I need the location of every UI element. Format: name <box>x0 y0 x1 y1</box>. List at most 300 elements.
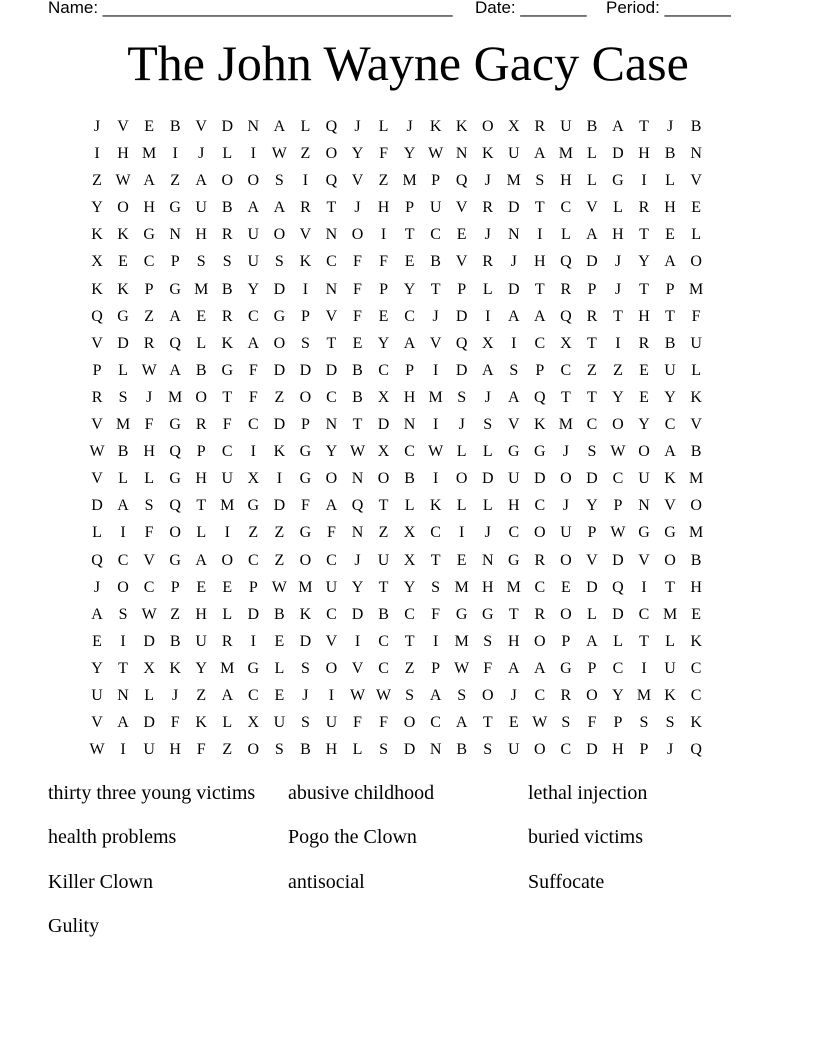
grid-letter: A <box>169 307 181 325</box>
grid-letter: J <box>302 686 309 704</box>
word-list-item: abusive childhood <box>288 782 435 804</box>
grid-letter: C <box>560 361 572 379</box>
grid-letter: B <box>690 118 702 135</box>
grid-letter: O <box>664 551 676 569</box>
grid-letter: C <box>143 578 155 596</box>
grid-letter: O <box>247 741 260 759</box>
grid-letter: F <box>353 307 362 325</box>
grid-letter: M <box>402 172 417 190</box>
grid-letter: C <box>326 388 337 406</box>
grid-letter: D <box>325 361 338 379</box>
grid-letter: P <box>144 280 154 298</box>
grid-letter: X <box>481 334 494 352</box>
grid-letter: G <box>247 497 260 515</box>
grid-letter: Y <box>612 388 624 406</box>
grid-letter: E <box>456 551 467 569</box>
grid-letter: O <box>325 145 338 163</box>
grid-letter: U <box>507 145 520 163</box>
grid-letter: D <box>143 714 155 732</box>
grid-letter: A <box>195 551 207 569</box>
grid-letter: O <box>351 226 364 244</box>
grid-letter: A <box>534 659 546 677</box>
grid-letter: L <box>300 118 311 135</box>
grid-letter: T <box>430 551 441 569</box>
grid-letter: D <box>586 578 598 596</box>
grid-row <box>84 140 709 167</box>
word-list-item: health problems <box>48 826 177 849</box>
grid-letter: F <box>353 714 362 732</box>
grid-letter: D <box>507 199 520 217</box>
grid-letter: B <box>352 361 363 379</box>
grid-letter: D <box>612 605 624 623</box>
grid-letter: K <box>534 416 546 434</box>
grid-letter: A <box>273 199 286 217</box>
grid-letter: C <box>326 605 337 623</box>
grid-row <box>84 330 709 357</box>
grid-letter: F <box>248 361 258 379</box>
grid-letter: S <box>431 578 441 596</box>
grid-letter: I <box>537 226 543 244</box>
grid-letter: V <box>325 307 338 325</box>
grid-letter: K <box>429 118 442 135</box>
grid-letter: C <box>247 551 259 569</box>
grid-letter: N <box>403 416 416 434</box>
grid-letter: R <box>638 334 650 352</box>
grid-letter: F <box>379 145 388 163</box>
grid-letter: V <box>586 199 598 217</box>
grid-letter: P <box>431 659 441 677</box>
grid-letter: U <box>247 253 260 271</box>
word-list-item: Pogo the Clown <box>288 826 417 849</box>
grid-letter: L <box>222 605 233 623</box>
grid-letter: O <box>638 443 650 461</box>
grid-letter: Q <box>325 118 338 135</box>
grid-letter: V <box>91 470 103 488</box>
grid-letter: Q <box>690 741 702 759</box>
grid-letter: Q <box>455 334 468 352</box>
grid-letter: O <box>481 686 494 704</box>
grid-row <box>84 519 709 546</box>
grid-letter: J <box>458 416 465 434</box>
grid-letter: U <box>325 578 338 596</box>
grid-letter: B <box>430 253 441 271</box>
grid-letter: F <box>431 605 441 623</box>
grid-letter: T <box>482 714 493 732</box>
grid-row <box>84 601 709 628</box>
grid-letter: B <box>378 605 389 623</box>
grid-letter: L <box>92 524 102 542</box>
grid-letter: H <box>534 253 546 271</box>
grid-letter: R <box>221 632 233 650</box>
grid-letter: S <box>483 741 493 759</box>
grid-letter: T <box>613 307 623 325</box>
grid-letter: O <box>560 551 572 569</box>
grid-letter: E <box>456 226 467 244</box>
grid-letter: D <box>273 497 286 515</box>
grid-letter: D <box>586 253 598 271</box>
grid-letter: Z <box>170 605 181 623</box>
grid-letter: H <box>638 145 650 163</box>
grid-letter: O <box>534 741 546 759</box>
grid-letter: I <box>641 578 647 596</box>
grid-letter: K <box>91 226 103 244</box>
grid-letter: G <box>169 199 181 217</box>
grid-letter: B <box>274 605 285 623</box>
grid-letter: C <box>378 361 389 379</box>
grid-letter: N <box>351 524 364 542</box>
grid-letter: W <box>89 741 105 759</box>
grid-letter: B <box>352 388 363 406</box>
grid-row <box>84 303 709 330</box>
grid-letter: T <box>639 280 649 298</box>
grid-letter: Z <box>248 524 259 542</box>
grid-letter: Y <box>586 497 598 515</box>
grid-letter: S <box>483 416 493 434</box>
grid-letter: I <box>485 307 491 325</box>
grid-row <box>84 682 709 709</box>
name-field: Name: _____________________________________ <box>48 0 453 17</box>
grid-letter: P <box>665 280 675 298</box>
grid-letter: E <box>508 714 519 732</box>
grid-letter: C <box>404 307 415 325</box>
grid-letter: O <box>117 578 129 596</box>
grid-letter: I <box>459 524 465 542</box>
grid-letter: J <box>354 551 361 569</box>
grid-letter: E <box>196 578 207 596</box>
grid-letter: V <box>195 118 207 135</box>
grid-letter: V <box>690 172 702 190</box>
grid-letter: K <box>690 388 702 406</box>
grid-letter: Z <box>274 388 285 406</box>
grid-letter: L <box>691 361 701 379</box>
grid-letter: A <box>143 172 155 190</box>
grid-letter: J <box>146 388 153 406</box>
grid-letter: Z <box>613 361 623 379</box>
grid-letter: V <box>117 118 129 135</box>
grid-letter: U <box>560 118 572 135</box>
grid-letter: G <box>299 443 312 461</box>
grid-letter: A <box>455 714 468 732</box>
grid-letter: P <box>457 280 467 298</box>
grid-letter: R <box>482 199 494 217</box>
grid-letter: Q <box>455 172 468 190</box>
grid-letter: V <box>351 659 364 677</box>
grid-letter: O <box>481 118 494 135</box>
grid-letter: N <box>690 145 702 163</box>
grid-letter: D <box>507 280 520 298</box>
grid-letter: W <box>532 714 548 732</box>
grid-letter: C <box>430 524 441 542</box>
grid-letter: A <box>481 361 494 379</box>
grid-letter: S <box>535 172 545 190</box>
grid-letter: Y <box>91 199 103 217</box>
grid-letter: T <box>404 226 415 244</box>
grid-letter: O <box>221 551 234 569</box>
grid-letter: K <box>221 334 234 352</box>
grid-letter: T <box>378 497 389 515</box>
grid-letter: R <box>195 416 207 434</box>
grid-letter: S <box>300 334 310 352</box>
grid-letter: T <box>326 199 337 217</box>
grid-letter: F <box>248 388 258 406</box>
grid-letter: T <box>378 578 389 596</box>
grid-letter: E <box>144 118 154 135</box>
grid-letter: V <box>664 497 676 515</box>
grid-letter: B <box>456 741 468 759</box>
grid-letter: Q <box>169 497 181 515</box>
grid-letter: S <box>457 388 467 406</box>
grid-letter: P <box>248 578 258 596</box>
grid-letter: W <box>89 443 105 461</box>
grid-letter: R <box>221 226 233 244</box>
grid-letter: W <box>141 361 157 379</box>
grid-letter: E <box>665 226 675 244</box>
grid-letter: Y <box>403 578 416 596</box>
grid-letter: N <box>507 226 520 244</box>
grid-letter: U <box>221 470 234 488</box>
grid-letter: D <box>299 632 312 650</box>
grid-letter: E <box>404 253 415 271</box>
grid-letter: H <box>507 497 520 515</box>
grid-letter: N <box>455 145 468 163</box>
grid-letter: J <box>432 307 439 325</box>
grid-letter: S <box>509 361 519 379</box>
grid-letter: K <box>429 497 442 515</box>
grid-letter: V <box>429 334 442 352</box>
grid-letter: C <box>690 686 702 704</box>
grid-letter: V <box>455 199 468 217</box>
grid-letter: O <box>273 334 286 352</box>
grid-letter: D <box>273 361 286 379</box>
grid-letter: J <box>198 145 205 163</box>
grid-letter: G <box>481 605 494 623</box>
grid-letter: S <box>118 388 128 406</box>
grid-letter: E <box>274 632 285 650</box>
grid-letter: W <box>428 145 444 163</box>
grid-letter: J <box>562 497 569 515</box>
grid-letter: Z <box>300 145 311 163</box>
grid-letter: S <box>144 497 154 515</box>
grid-letter: P <box>613 714 623 732</box>
grid-letter: G <box>221 361 234 379</box>
grid-letter: G <box>560 659 572 677</box>
grid-letter: W <box>454 659 470 677</box>
grid-letter: Y <box>403 145 416 163</box>
grid-letter: V <box>91 416 103 434</box>
grid-letter: K <box>664 470 676 488</box>
grid-letter: N <box>169 226 181 244</box>
grid-letter: T <box>222 388 233 406</box>
grid-row <box>84 113 709 140</box>
grid-letter: M <box>142 145 157 163</box>
grid-letter: C <box>143 253 155 271</box>
grid-letter: G <box>169 280 181 298</box>
grid-letter: F <box>353 253 362 271</box>
grid-letter: C <box>221 443 233 461</box>
grid-letter: C <box>378 659 389 677</box>
grid-letter: M <box>454 578 469 596</box>
grid-letter: H <box>325 741 338 759</box>
grid-letter: L <box>352 741 363 759</box>
grid-letter: M <box>636 686 652 704</box>
grid-letter: W <box>115 172 131 190</box>
grid-letter: R <box>221 307 233 325</box>
grid-letter: I <box>250 632 256 650</box>
grid-letter: I <box>276 470 283 488</box>
grid-letter: A <box>507 307 520 325</box>
grid-letter: S <box>274 172 284 190</box>
grid-letter: S <box>379 741 388 759</box>
grid-letter: P <box>639 741 649 759</box>
grid-letter: D <box>351 605 364 623</box>
grid-row <box>84 411 709 438</box>
grid-letter: L <box>222 714 233 732</box>
grid-letter: J <box>666 741 674 759</box>
grid-letter: P <box>405 361 415 379</box>
grid-letter: P <box>300 307 310 325</box>
grid-letter: T <box>196 497 207 515</box>
grid-letter: D <box>273 416 286 434</box>
grid-letter: H <box>690 578 702 596</box>
grid-letter: L <box>144 686 154 704</box>
grid-letter: L <box>482 280 493 298</box>
grid-letter: R <box>534 551 546 569</box>
grid-letter: C <box>560 741 572 759</box>
grid-letter: U <box>638 470 650 488</box>
grid-letter: A <box>221 686 234 704</box>
grid-letter: P <box>587 280 597 298</box>
grid-letter: O <box>273 226 286 244</box>
grid-letter: R <box>300 199 311 217</box>
grid-letter: L <box>456 443 467 461</box>
grid-letter: S <box>587 443 597 461</box>
grid-letter: A <box>664 253 676 271</box>
grid-row <box>84 438 709 465</box>
grid-letter: M <box>115 416 131 434</box>
grid-letter: D <box>534 470 546 488</box>
grid-letter: O <box>612 416 624 434</box>
grid-letter: I <box>432 361 439 379</box>
grid-letter: V <box>325 632 338 650</box>
grid-letter: M <box>194 280 209 298</box>
grid-letter: Z <box>378 524 389 542</box>
grid-row <box>84 357 709 384</box>
grid-letter: S <box>300 714 310 732</box>
grid-letter: A <box>91 605 103 623</box>
grid-row <box>84 167 709 194</box>
grid-letter: H <box>612 226 624 244</box>
grid-letter: R <box>534 605 546 623</box>
grid-letter: T <box>118 659 128 677</box>
grid-letter: C <box>560 199 572 217</box>
grid-letter: L <box>613 199 623 217</box>
grid-letter: K <box>664 686 676 704</box>
grid-letter: H <box>403 388 416 406</box>
grid-letter: M <box>454 632 469 650</box>
grid-letter: N <box>638 497 650 515</box>
grid-letter: U <box>507 470 520 488</box>
grid-letter: M <box>558 145 573 163</box>
grid-letter: H <box>143 443 155 461</box>
grid-letter: W <box>349 686 366 704</box>
grid-letter: U <box>690 334 702 352</box>
grid-letter: Y <box>91 659 103 677</box>
grid-letter: Y <box>638 253 650 271</box>
grid-letter: E <box>378 307 389 325</box>
grid-letter: P <box>613 497 623 515</box>
grid-row <box>84 221 709 248</box>
grid-letter: Q <box>534 388 546 406</box>
grid-letter: B <box>195 361 207 379</box>
grid-letter: M <box>688 524 704 542</box>
grid-letter: I <box>120 524 126 542</box>
grid-letter: E <box>118 253 128 271</box>
grid-letter: R <box>534 118 546 135</box>
grid-letter: R <box>560 686 572 704</box>
grid-letter: A <box>247 334 260 352</box>
grid-letter: H <box>195 226 207 244</box>
grid-letter: T <box>639 118 649 135</box>
grid-letter: Z <box>92 172 102 190</box>
grid-letter: O <box>455 470 468 488</box>
grid-letter: A <box>273 118 286 135</box>
grid-letter: U <box>664 361 676 379</box>
grid-letter: U <box>377 551 390 569</box>
grid-row <box>84 547 709 574</box>
grid-letter: H <box>143 199 155 217</box>
grid-letter: J <box>614 253 622 271</box>
grid-letter: V <box>690 416 702 434</box>
grid-letter: J <box>354 118 361 135</box>
grid-letter: F <box>222 416 232 434</box>
grid-letter: P <box>170 253 180 271</box>
grid-letter: F <box>587 714 597 732</box>
grid-letter: J <box>666 118 674 135</box>
word-list <box>48 775 768 952</box>
grid-letter: V <box>455 253 468 271</box>
grid-letter: Y <box>195 659 207 677</box>
grid-row <box>84 276 709 303</box>
grid-letter: J <box>406 118 413 135</box>
grid-letter: V <box>91 714 103 732</box>
grid-letter: P <box>379 280 388 298</box>
grid-letter: T <box>352 416 363 434</box>
grid-letter: K <box>117 226 129 244</box>
grid-letter: Q <box>560 253 572 271</box>
grid-letter: H <box>612 741 624 759</box>
grid-letter: Y <box>664 388 676 406</box>
grid-letter: O <box>560 470 572 488</box>
word-list-item: Gulity <box>48 914 100 937</box>
grid-letter: V <box>91 334 103 352</box>
grid-letter: Z <box>196 686 207 704</box>
grid-letter: D <box>586 470 598 488</box>
grid-letter: T <box>639 226 649 244</box>
grid-letter: Z <box>378 172 389 190</box>
grid-letter: C <box>690 659 702 677</box>
grid-letter: C <box>247 307 259 325</box>
grid-row <box>84 655 709 682</box>
grid-letter: U <box>195 632 207 650</box>
grid-letter: N <box>325 280 338 298</box>
grid-letter: V <box>586 551 598 569</box>
word-list-item: thirty three young victims <box>48 782 256 804</box>
grid-letter: M <box>688 280 704 298</box>
grid-letter: H <box>195 470 207 488</box>
grid-letter: Q <box>91 551 103 569</box>
grid-letter: T <box>534 280 545 298</box>
grid-letter: U <box>325 714 338 732</box>
